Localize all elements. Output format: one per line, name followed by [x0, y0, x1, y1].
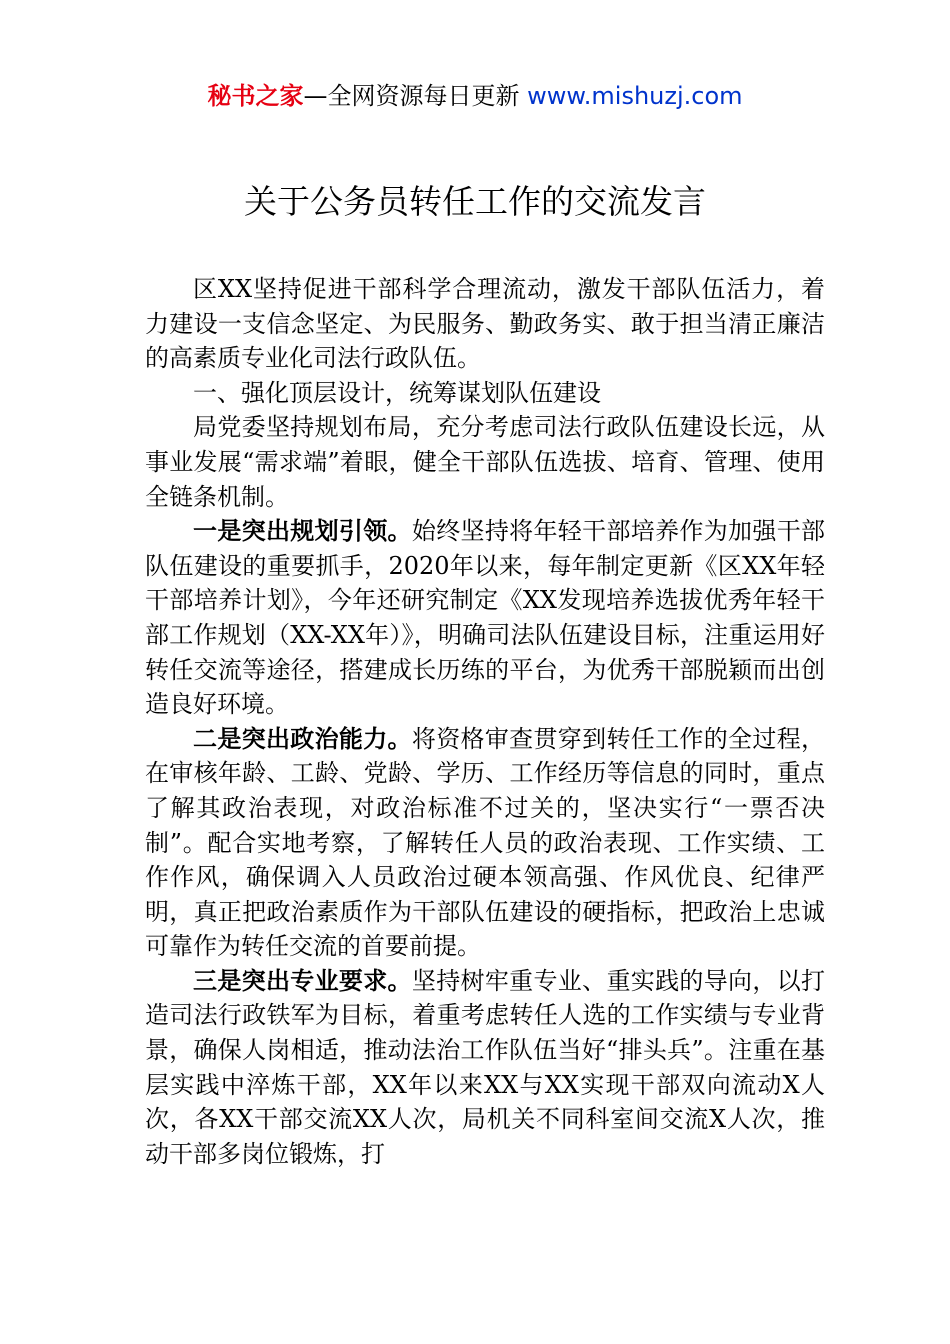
- document-body: [145, 272, 825, 1171]
- paragraph-text: 区XX坚持促进干部科学合理流动，激发干部队伍活力，着力建设一支信念坚定、为民服务、勤政务实、敢于担当清正廉洁的高素质专业化司法行政队伍。: [145, 275, 825, 373]
- paragraph-point-2: [145, 722, 825, 964]
- header-tagline: —全网资源每日更新: [303, 82, 528, 110]
- paragraph-section-intro: [145, 410, 825, 514]
- paragraph-text: 坚持树牢重专业、重实践的导向，以打造司法行政铁军为目标，着重考虑转任人选的工作实绩与专业背景，确保人岗相适，推动法治工作队伍当好“排头兵”。注重在基层实践中淬炼干部，XX年以来XX与XX实现干部双向流动X人次，各XX干部交流XX人次，局机关不同科室间交流X人次，推动干部多岗位锻炼，打: [145, 966, 826, 1168]
- paragraph-intro: [145, 272, 825, 376]
- site-header: [0, 80, 950, 112]
- paragraph-point-3: [145, 964, 825, 1172]
- paragraph-lead: 三是突出专业要求。: [193, 965, 412, 995]
- paragraph-lead: 二是突出政治能力。: [193, 723, 412, 753]
- document-title: 关于公务员转任工作的交流发言: [244, 182, 706, 221]
- paragraph-text: 局党委坚持规划布局，充分考虑司法行政队伍建设长远，从事业发展“需求端”着眼，健全干部队伍选拔、培育、管理、使用全链条机制。: [145, 413, 825, 511]
- paragraph-text: 始终坚持将年轻干部培养作为加强干部队伍建设的重要抓手，2020年以来，每年制定更新《区XX年轻干部培养计划》，今年还研究制定《XX发现培养选拔优秀年轻干部工作规划（XX-XX年）》，明确司法队伍建设目标，注重运用好转任交流等途径，搭建成长历练的平台，为优秀干部脱颖而出创造良好环境。: [145, 517, 826, 719]
- section-heading: [145, 376, 825, 411]
- brand-name: 秘书之家: [207, 82, 304, 110]
- paragraph-text: 将资格审查贯穿到转任工作的全过程，在审核年龄、工龄、党龄、学历、工作经历等信息的同时，重点了解其政治表现，对政治标准不过关的，坚决实行“一票否决制”。配合实地考察，了解转任人员的政治表现、工作实绩、工作作风，确保调入人员政治过硬本领高强、作风优良、纪律严明，真正把政治素质作为干部队伍建设的硬指标，把政治上忠诚可靠作为转任交流的首要前提。: [145, 724, 826, 961]
- section-heading-text: 一、强化顶层设计，统筹谋划队伍建设: [193, 378, 601, 407]
- paragraph-lead: 一是突出规划引领。: [193, 516, 412, 546]
- site-url-link[interactable]: www.mishuzj.com: [527, 82, 743, 110]
- paragraph-point-1: [145, 514, 825, 722]
